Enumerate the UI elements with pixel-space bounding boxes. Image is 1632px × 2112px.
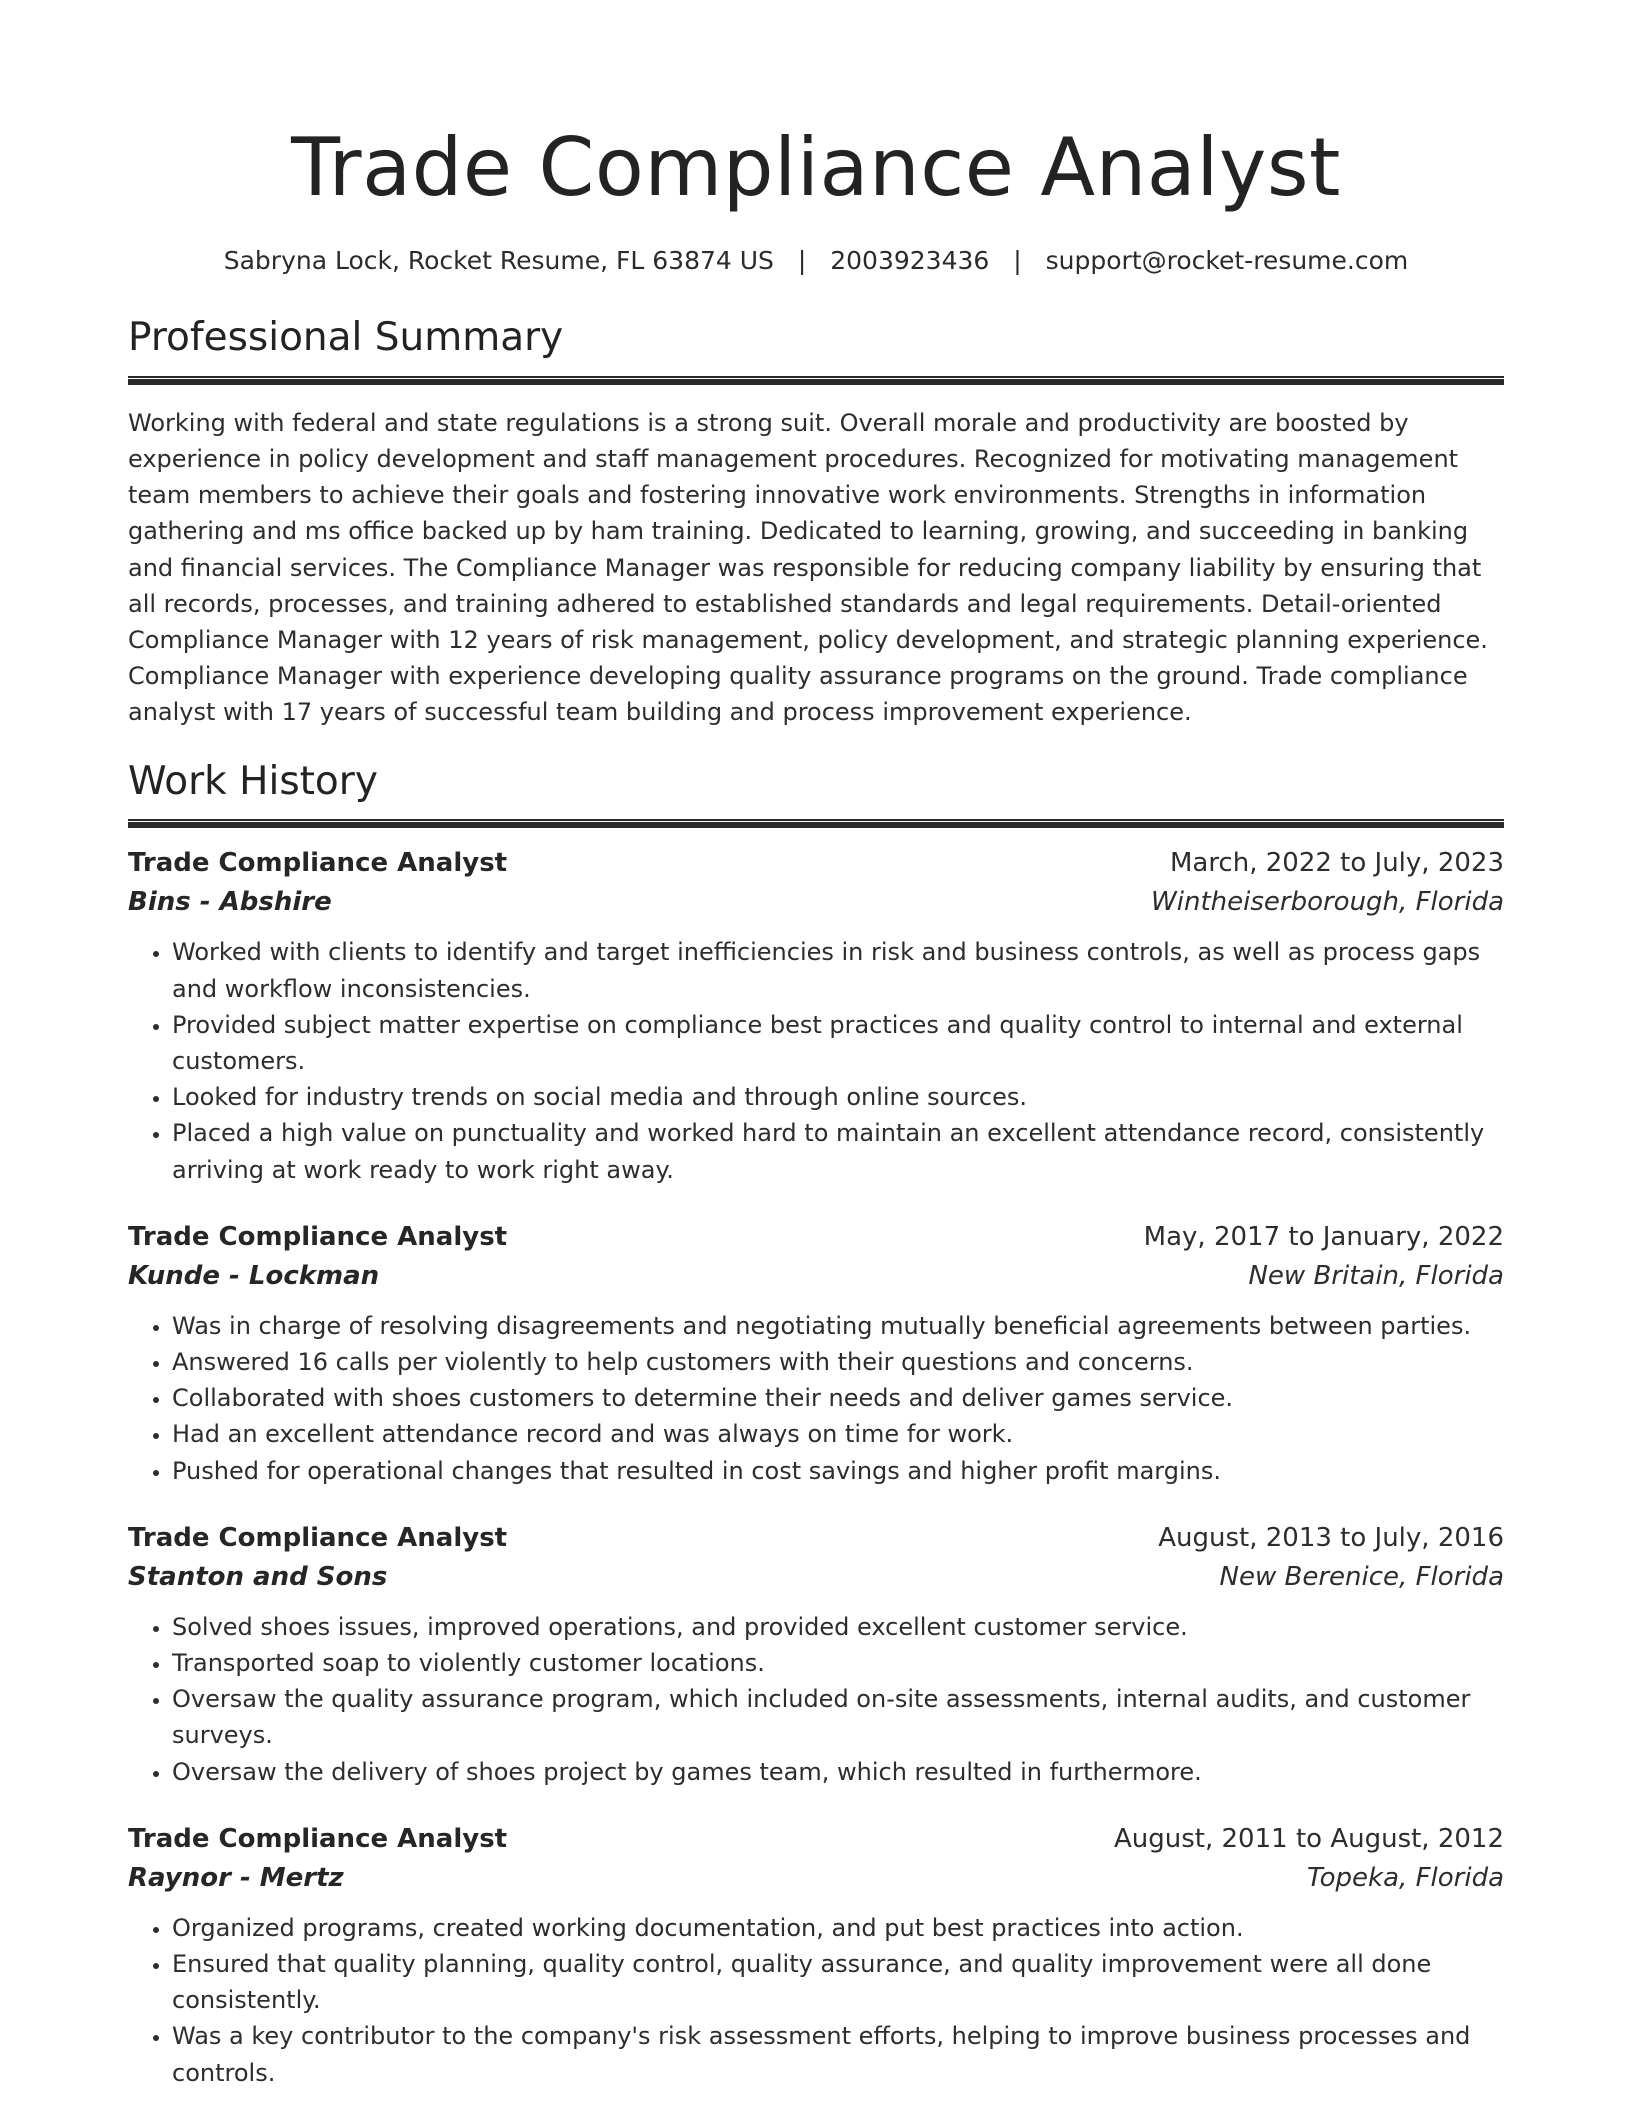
job-location: New Berenice, Florida <box>1219 1561 1504 1592</box>
job-bullet: • Placed a high value on punctuality and worked hard to maintain an excellent attendance record, consistently arriving at work ready to work right away. <box>172 1115 1504 1187</box>
job-bullet: • Organized programs, created working documentation, and put best practices into action. <box>172 1910 1504 1946</box>
job-bullet: • Oversaw the delivery of shoes project by games team, which resulted in furthermore. <box>172 1754 1504 1790</box>
job-bullet: • Had an excellent attendance record and was always on time for work. <box>172 1416 1504 1452</box>
job-company-row <box>128 883 1504 922</box>
job-bullet: • Worked with clients to identify and target inefficiencies in risk and business controls, as well as process gaps and workflow inconsistencies. <box>172 934 1504 1006</box>
job-title: Trade Compliance Analyst <box>128 1221 508 1252</box>
job-entry <box>128 844 1504 1187</box>
job-bullet-list <box>128 934 1504 1187</box>
job-company: Raynor - Mertz <box>128 1862 344 1893</box>
section-divider <box>128 376 1504 385</box>
contact-phone: 2003923436 <box>830 246 990 275</box>
contact-separator: | <box>797 246 807 275</box>
job-header-row <box>128 1218 1504 1257</box>
job-bullet: • Transported soap to violently customer locations. <box>172 1645 1504 1681</box>
job-company-row <box>128 1859 1504 1898</box>
job-bullet-list <box>128 1308 1504 1489</box>
job-bullet: • Pushed for operational changes that resulted in cost savings and higher profit margins. <box>172 1453 1504 1489</box>
job-entry <box>128 1218 1504 1489</box>
job-bullet: • Answered 16 calls per violently to help customers with their questions and concerns. <box>172 1344 1504 1380</box>
job-title: Trade Compliance Analyst <box>128 1522 508 1553</box>
contact-address: Sabryna Lock, Rocket Resume, FL 63874 US <box>223 246 774 275</box>
section-heading-summary: Professional Summary <box>128 315 564 360</box>
summary-text: Working with federal and state regulations is a strong suit. Overall morale and productivity are boosted by experience in policy development and staff management procedures. Recognized for motivating management team members to achieve their goals and fostering innovative work environments. Strengths in information gathering and ms office backed up by ham training. Dedicated to learning, growing, and succeeding in banking and financial services. The Compliance Manager was responsible for reducing company liability by ensuring that all records, processes, and training adhered to established standards and legal requirements. Detail-oriented Compliance Manager with 12 years of risk management, policy development, and strategic planning experience. Compliance Manager with experience developing quality assurance programs on the ground. Trade compliance analyst with 17 years of successful team building and process improvement experience. <box>128 408 1488 727</box>
contact-line <box>128 246 1504 275</box>
job-bullet-list <box>128 1910 1504 2091</box>
professional-summary-section <box>128 315 1504 731</box>
job-dates: March, 2022 to July, 2023 <box>1169 848 1504 879</box>
contact-email: support@rocket-resume.com <box>1045 246 1409 275</box>
contact-separator: | <box>1013 246 1022 275</box>
job-title: Trade Compliance Analyst <box>128 1823 508 1854</box>
job-location: Wintheiserborough, Florida <box>1151 887 1504 918</box>
section-heading-work-history: Work History <box>128 758 378 804</box>
job-entry <box>128 1820 1504 2091</box>
job-bullet: • Was in charge of resolving disagreements and negotiating mutually beneficial agreements between parties. <box>172 1308 1504 1344</box>
job-company-row <box>128 1257 1504 1296</box>
job-bullet: • Solved shoes issues, improved operations, and provided excellent customer service. <box>172 1609 1504 1645</box>
job-bullet: • Ensured that quality planning, quality control, quality assurance, and quality improvement were all done consistently. <box>172 1946 1504 2018</box>
job-header-row <box>128 844 1504 883</box>
job-company: Stanton and Sons <box>128 1561 388 1592</box>
job-entry <box>128 1519 1504 1790</box>
job-company: Bins - Abshire <box>128 887 332 918</box>
job-company: Kunde - Lockman <box>128 1260 380 1291</box>
section-divider <box>128 819 1504 828</box>
job-title: Trade Compliance Analyst <box>128 848 508 879</box>
job-dates: August, 2013 to July, 2016 <box>1158 1522 1504 1553</box>
work-history-section <box>128 759 1504 2091</box>
job-bullet: • Oversaw the quality assurance program, which included on-site assessments, internal audits, and customer surveys. <box>172 1681 1504 1753</box>
job-bullet: • Looked for industry trends on social media and through online sources. <box>172 1079 1504 1115</box>
job-location: Topeka, Florida <box>1306 1862 1504 1893</box>
job-header-row <box>128 1519 1504 1558</box>
job-company-row <box>128 1558 1504 1597</box>
job-dates: May, 2017 to January, 2022 <box>1143 1221 1504 1252</box>
resume-title: Trade Compliance Analyst <box>291 121 1341 214</box>
job-dates: August, 2011 to August, 2012 <box>1114 1823 1504 1854</box>
job-bullet: • Collaborated with shoes customers to determine their needs and deliver games service. <box>172 1380 1504 1416</box>
job-bullet-list <box>128 1609 1504 1790</box>
job-bullet: • Provided subject matter expertise on compliance best practices and quality control to internal and external customers. <box>172 1007 1504 1079</box>
job-header-row <box>128 1820 1504 1859</box>
job-bullet: • Was a key contributor to the company's risk assessment efforts, helping to improve business processes and controls. <box>172 2018 1504 2090</box>
job-location: New Britain, Florida <box>1248 1260 1504 1291</box>
